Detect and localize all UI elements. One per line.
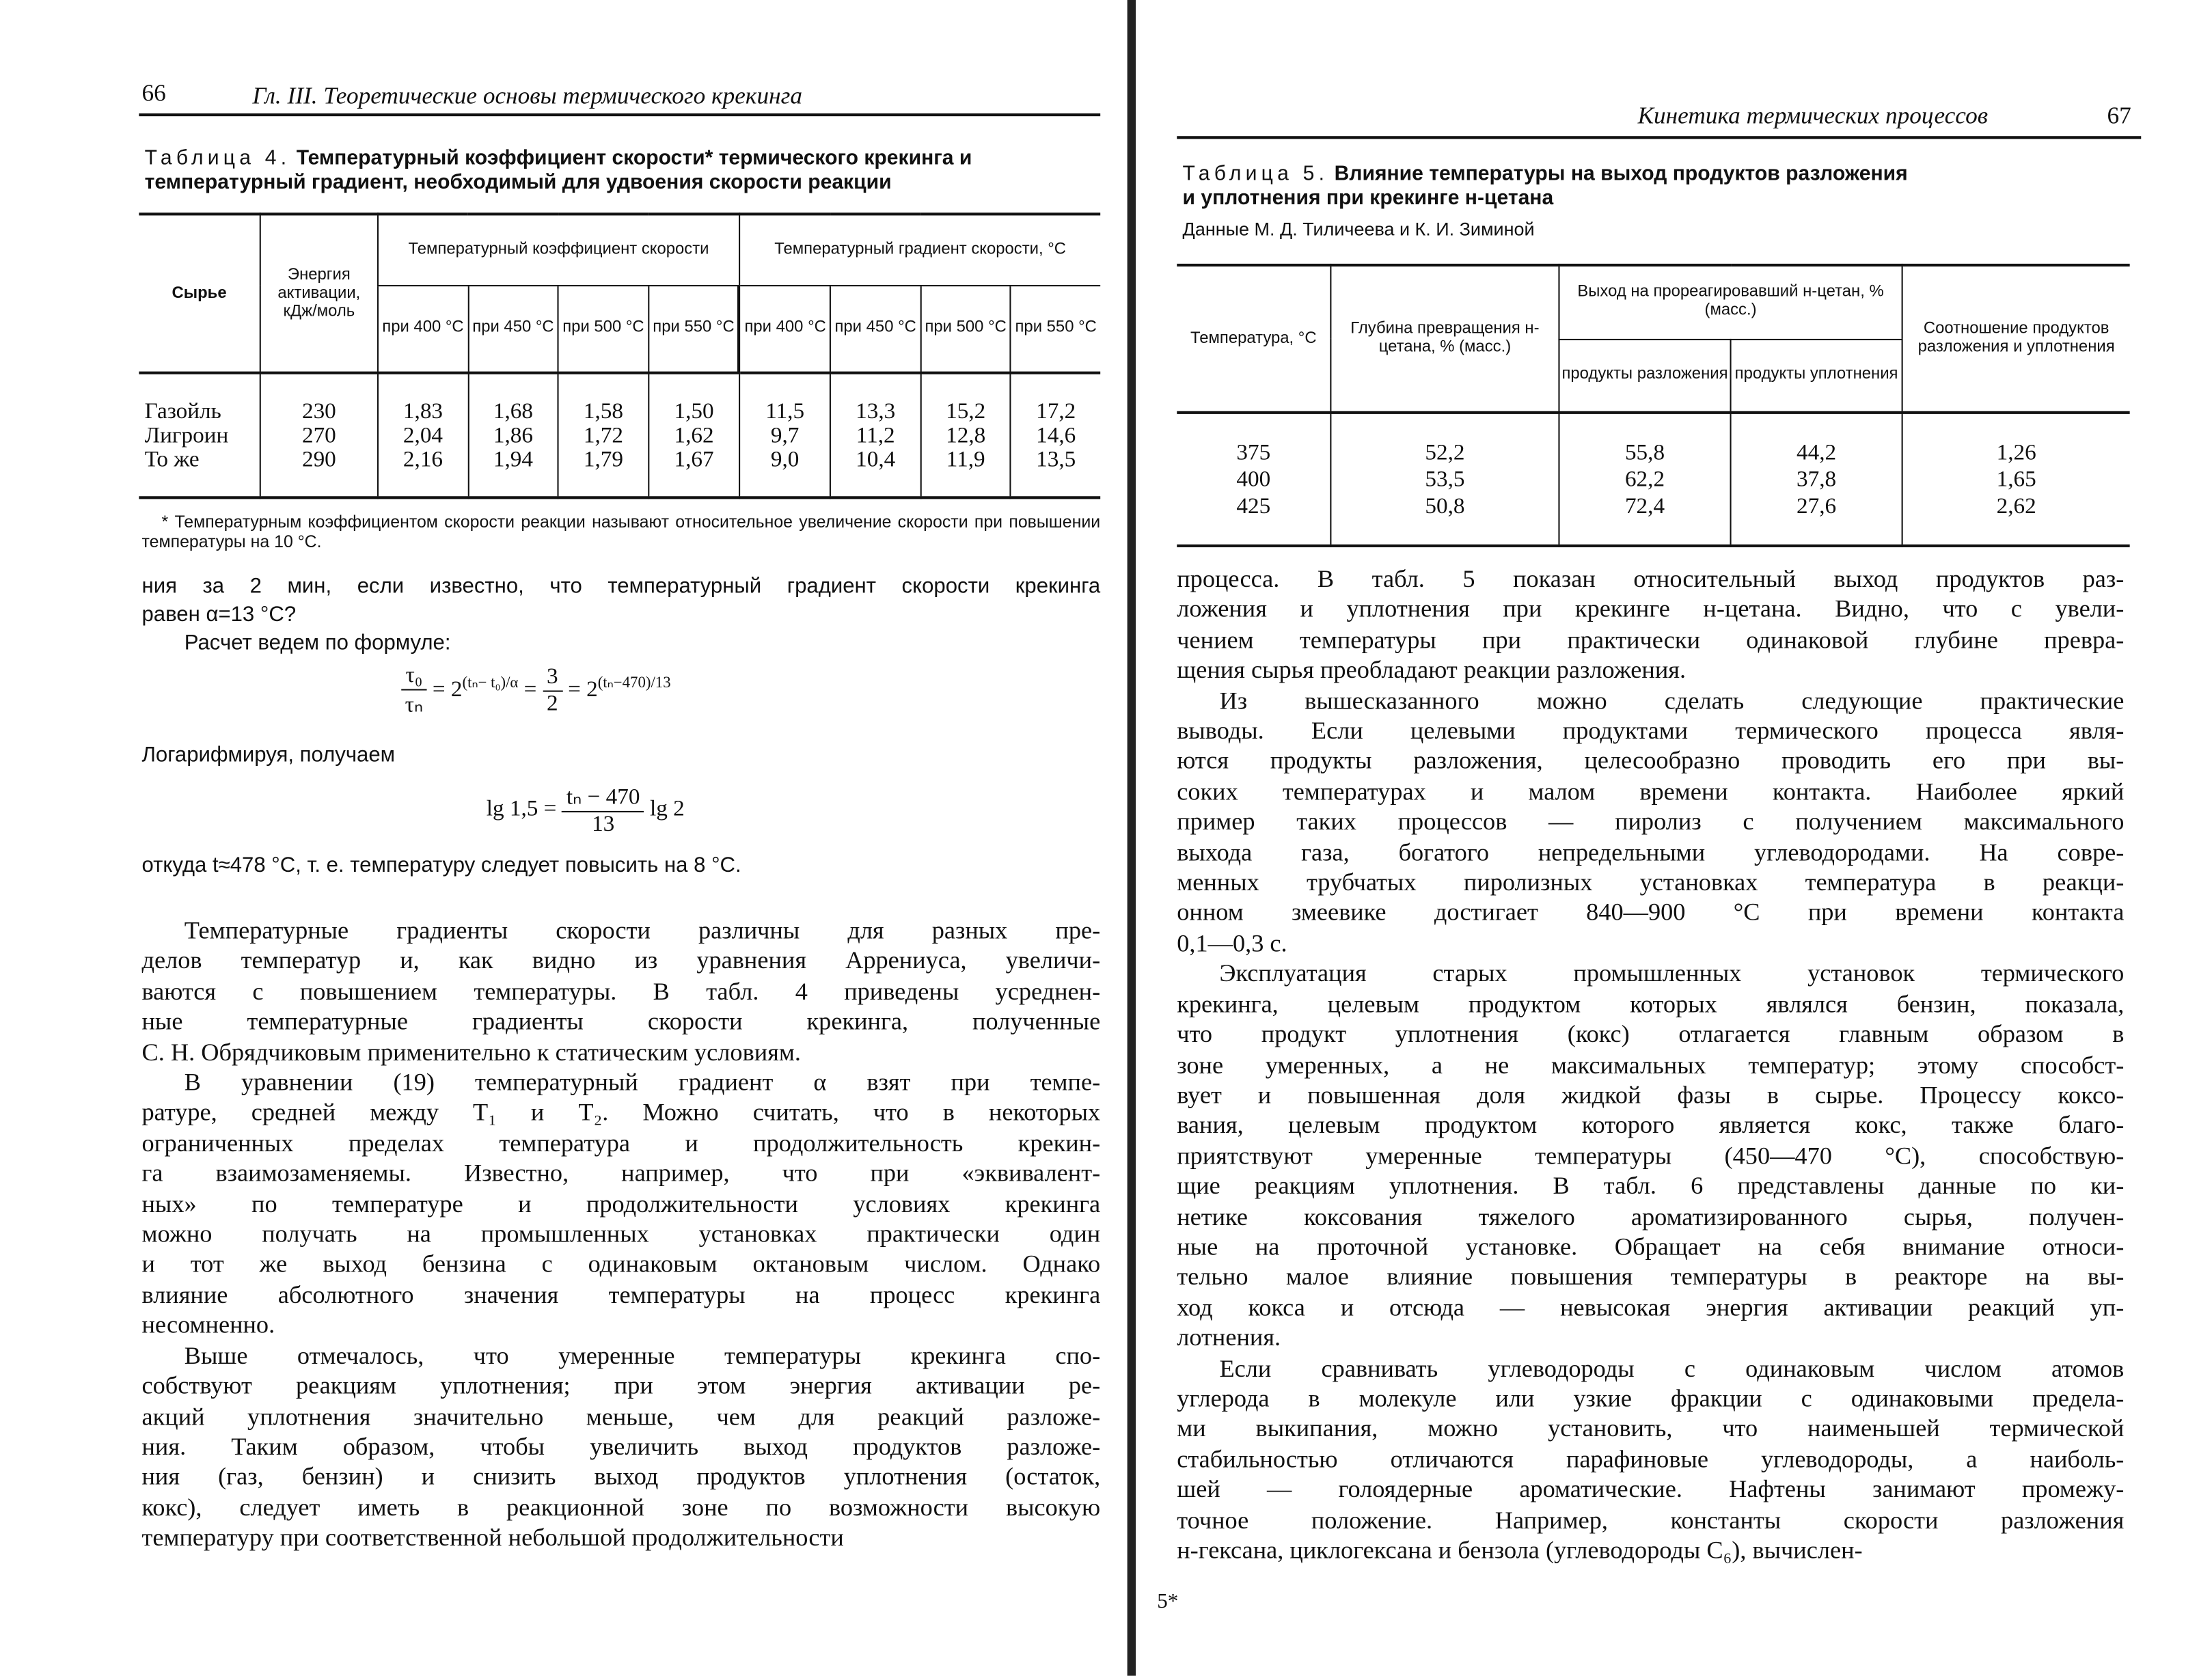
text-line: стабильностью отличаются парафиновые углеводороды, а наиболь-: [1177, 1444, 2125, 1473]
table-cell: 37,8: [1797, 467, 1837, 491]
text-line: пример таких процессов — пиролиз с получением максимального: [1177, 807, 2125, 836]
text-line: тельно малое влияние повышения температуры в реакторе на вы-: [1177, 1262, 2125, 1291]
header-rule: [1177, 136, 2141, 139]
sub-col-header: при 450 °С: [830, 285, 920, 373]
col-grad-values: [739, 373, 830, 498]
text-line: и тот же выход бензина с одинаковым октановым числом. Однако: [141, 1250, 1101, 1278]
text-line: можно получать на промышленных установках практически один: [141, 1219, 1101, 1248]
text-line: В уравнении (19) температурный градиент α взят при темпе-: [184, 1067, 1101, 1097]
table-cell: 72,4: [1624, 494, 1665, 519]
col-coef-values: [378, 373, 468, 498]
text-line: менных трубчатых пиролизных установках температура в реакци-: [1177, 868, 2125, 896]
paragraph: [1177, 686, 2124, 959]
table-cell: 1,94: [493, 447, 534, 471]
paragraph: [142, 1341, 1101, 1553]
table-cell: 15,2: [946, 399, 986, 424]
table4-data: [139, 373, 1100, 498]
sub-col-header: при 550 °С: [1011, 285, 1100, 373]
table5-data: [1177, 413, 2129, 546]
text-line: температуру при соответственной небольшой продолжительности: [141, 1522, 844, 1552]
right-body-text: [1177, 564, 2124, 1566]
formula-part: = 2: [432, 678, 463, 702]
frac-num: 3: [543, 665, 562, 691]
paragraph: [142, 1068, 1101, 1341]
paragraph: [1177, 1354, 2124, 1566]
table-cell: 11,5: [765, 399, 805, 424]
formula-part: lg 1,5 =: [486, 797, 557, 821]
text-line: Выше отмечалось, что умеренные температуры крекинга спо-: [184, 1341, 1101, 1369]
text-line: ния. Таким образом, чтобы увеличить выход продуктов разложе-: [141, 1431, 1101, 1461]
sub-col-header: при 500 °С: [558, 285, 648, 373]
formula-2: [487, 782, 685, 838]
table-cell: 1,79: [583, 447, 623, 471]
text-line: ограниченных пределах температура и продолжительность крекин-: [141, 1128, 1101, 1157]
formula-exponent: (tₙ−470)/13: [597, 674, 671, 692]
text-line: ми выкипания, можно установить, что наименьшей термической: [1177, 1414, 2125, 1443]
table-cell: 9,0: [770, 447, 800, 471]
text-line: Если сравнивать углеводороды с одинаковым числом атомов: [1219, 1353, 2125, 1382]
table-cell: 375: [1236, 440, 1271, 465]
text-line: ных» по температуре и продолжительности условиях крекинга: [141, 1189, 1101, 1218]
table-cell: 270: [301, 423, 336, 448]
text-line: 0,1—0,3 с.: [1177, 928, 1287, 957]
text-line: онном змеевике достигает 840—900 °С при времени контакта: [1177, 898, 2125, 926]
table-cell: 53,5: [1425, 467, 1465, 491]
table-cell: 1,68: [493, 399, 534, 424]
table-cell: Лигроин: [144, 423, 229, 448]
table-cell: 44,2: [1797, 440, 1837, 465]
table-cell: 12,8: [946, 423, 986, 448]
page-number: 67: [2107, 102, 2131, 129]
text-line: га взаимозаменяемы. Известно, например, что при «эквивалент-: [141, 1158, 1101, 1187]
group-grad: Температурный градиент скорости, °С: [739, 214, 1100, 285]
table-cell: 1,67: [674, 447, 714, 471]
text-line: ния за 2 мин, если известно, что температурный градиент скорости крекинга: [141, 574, 1101, 599]
text-line: собствуют реакциям уплотнения; при этом энергия активации ре-: [141, 1371, 1101, 1400]
calc-intro: Расчет ведем по формуле:: [184, 631, 451, 655]
table-cell: 230: [301, 399, 336, 424]
table-cell: 13,3: [856, 399, 896, 424]
formula-exponent: (tₙ− t₀)/α: [462, 674, 519, 692]
table4-label: Таблица 4.: [144, 147, 291, 170]
table-cell: 27,6: [1797, 494, 1837, 519]
table-cell: 1,58: [583, 399, 623, 424]
page-number: 66: [141, 79, 166, 107]
col-decomp-values: [1559, 413, 1730, 546]
table5-caption: [1183, 163, 1920, 212]
table5-label: Таблица 5.: [1182, 163, 1329, 186]
table-cell: 17,2: [1036, 399, 1076, 424]
text-line: зоне умеренных, а не максимальных температур; этому способст-: [1177, 1049, 2125, 1079]
frac-den: τₙ: [405, 693, 424, 717]
table4-title: Температурный коэффициент скорости* термического крекинга и температурный градиент, необходимый для удвоения скорости реакции: [144, 147, 972, 195]
table-cell: 1,72: [583, 423, 623, 448]
text-line: точное положение. Например, константы скорости разложения: [1177, 1505, 2125, 1534]
col-grad-values: [920, 373, 1011, 498]
text-line: ются продукты разложения, целесообразно проводить его при вы-: [1177, 746, 2125, 775]
col-coef-values: [558, 373, 648, 498]
sub-col-header: при 450 °С: [468, 285, 558, 373]
table-cell: Газойль: [144, 399, 221, 424]
table-cell: 2,62: [1996, 494, 2036, 519]
col-energy: Энергия активации, кДж/моль: [260, 214, 378, 372]
table-cell: 55,8: [1624, 440, 1665, 465]
text-line: н-гексана, циклогексана и бензола (углеводороды C₆), вычислен-: [1177, 1535, 1863, 1564]
text-line: нетике коксования тяжелого ароматизированного сырья, получен-: [1177, 1201, 2125, 1231]
table-cell: 1,86: [493, 423, 534, 448]
text-line: крекинга, целевым продуктом которых являлся бензин, показала,: [1177, 989, 2125, 1018]
col-temp-values: [1177, 413, 1330, 546]
frac-num: tₙ − 470: [562, 782, 644, 812]
sub-col-header: при 400 °С: [739, 285, 830, 373]
col-depth: Глубина превращения н-цетана, % (масс.): [1330, 265, 1559, 413]
formula-1: [401, 663, 670, 719]
text-line: щие реакциям уплотнения. В табл. 6 представлены данные по ки-: [1177, 1171, 2125, 1200]
table-cell: 9,7: [770, 423, 800, 448]
table5: [1177, 264, 2129, 547]
table-cell: 1,26: [1996, 440, 2036, 465]
task-text: [142, 573, 1101, 658]
text-line: акций уплотнения значительно меньше, чем для реакций разложе-: [141, 1401, 1101, 1430]
group-coef: Температурный коэффициент скорости: [378, 214, 739, 285]
group-yield: Выход на прореагировавший н-цетан, % (масс.): [1559, 265, 1902, 339]
running-head: Кинетика термических процессов: [1637, 102, 1989, 129]
table-cell: 425: [1236, 494, 1271, 519]
sub-col-header: при 400 °С: [378, 285, 468, 373]
table-cell: 1,65: [1996, 467, 2036, 491]
table4-footnote: * Температурным коэффициентом скорости реакции называют относительное увеличение скорости при повышении температуры на 10 °С.: [141, 512, 1101, 552]
table-cell: 1,83: [402, 399, 443, 424]
text-line: Температурные градиенты скорости различны для разных пре-: [184, 916, 1101, 944]
result-line: откуда t≈478 °С, т. е. температуру следует повысить на 8 °С.: [141, 853, 741, 878]
table-cell: 14,6: [1036, 423, 1076, 448]
col-energy-values: [260, 373, 378, 498]
text-line: ложения и уплотнения при крекинге н-цетана. Видно, что с увели-: [1177, 594, 2125, 623]
table5-source: Данные М. Д. Тиличеева и К. И. Зиминой: [1182, 218, 1535, 240]
paragraph: [1177, 564, 2124, 686]
table4: [139, 212, 1100, 499]
text-line: лотнения.: [1177, 1323, 1281, 1351]
text-line: ваются с повышением температуры. В табл. 4 приведены усреднен-: [141, 976, 1101, 1005]
table-cell: 2,04: [402, 423, 443, 448]
text-line: Из вышесказанного можно сделать следующие практические: [1219, 685, 2125, 715]
col-depth-values: [1330, 413, 1559, 546]
text-line: выводы. Если целевыми продуктами термического процесса явля-: [1177, 715, 2125, 745]
text-line: соких температурах и малом времени контакта. Наиболее яркий: [1177, 776, 2125, 806]
col-grad-values: [1011, 373, 1100, 498]
frac-den: 2: [546, 691, 558, 716]
text-line: углерода в молекуле или узкие фракции с одинаковыми предела-: [1177, 1384, 2125, 1412]
text-line: вует и повышенная доля жидкой фазы в сырье. Процессу коксо-: [1177, 1080, 2125, 1109]
table-cell: 2,16: [402, 447, 443, 471]
table-cell: 290: [301, 447, 336, 471]
text-line: несомненно.: [141, 1310, 275, 1339]
frac-den: 13: [592, 812, 615, 837]
text-line: шей — голоядерные ароматические. Нафтены занимают промежу-: [1177, 1474, 2125, 1503]
paragraph: [1177, 959, 2124, 1353]
log-intro: Логарифмируя, получаем: [141, 743, 396, 767]
text-line: что продукт уплотнения (кокс) отлагается главным образом в: [1177, 1019, 2125, 1048]
table-cell: 62,2: [1624, 467, 1665, 491]
paragraph: [142, 916, 1101, 1067]
col-raw: Сырье: [172, 284, 227, 301]
table-cell: 10,4: [856, 447, 896, 471]
col-grad-values: [830, 373, 920, 498]
col-ratio-values: [1902, 413, 2130, 546]
text-line: ход кокса и отсюда — невысокая энергия активации реакций уп-: [1177, 1292, 2125, 1321]
table-cell: 52,2: [1425, 440, 1465, 465]
col-coef-values: [648, 373, 739, 498]
col-ratio: Соотношение продуктов разложения и уплотнения: [1902, 265, 2130, 413]
text-line: делов температур и, как видно из уравнения Аррениуса, увеличи-: [141, 946, 1101, 975]
sub-col-header: при 500 °С: [920, 285, 1011, 373]
signature-mark: 5*: [1157, 1591, 1179, 1614]
table-cell: 11,2: [856, 423, 895, 448]
col-raw-values: [139, 373, 260, 498]
table4-caption: [145, 148, 1101, 196]
text-line: ные температурные градиенты скорости крекинга, полученные: [141, 1006, 1101, 1036]
table5-title: Влияние температуры на выход продуктов разложения и уплотнения при крекинге н-цетана: [1182, 163, 1908, 210]
text-line: ные на проточной установке. Обращает на себя внимание относи-: [1177, 1232, 2125, 1261]
text-line: кокс), следует иметь в реакционной зоне по возможности высокую: [141, 1492, 1101, 1521]
table-cell: 1,62: [674, 423, 714, 448]
frac-num: τ₀: [401, 663, 426, 690]
col-decomp: продукты разложения: [1559, 339, 1730, 413]
table-cell: 50,8: [1425, 494, 1465, 519]
text-line: приятствуют умеренные температуры (450—470 °С), способствую-: [1177, 1140, 2125, 1170]
table-cell: То же: [144, 447, 200, 471]
table-cell: 13,5: [1036, 447, 1076, 471]
col-coef-values: [468, 373, 558, 498]
sub-col-header: при 550 °С: [648, 285, 739, 373]
table-cell: 11,9: [946, 447, 985, 471]
text-line: выхода газа, богатого непредельными углеводородами. На совре-: [1177, 837, 2125, 866]
col-cond: продукты уплотнения: [1731, 339, 1902, 413]
book-spine: [1128, 0, 1136, 1676]
table-cell: 1,50: [674, 399, 714, 424]
text-line: влияние абсолютного значения температуры на процесс крекинга: [141, 1280, 1101, 1308]
text-line: процесса. В табл. 5 показан относительный выход продуктов раз-: [1177, 564, 2125, 593]
text-line: С. Н. Обрядчиковым применительно к статическим условиям.: [141, 1037, 801, 1066]
text-line: вания, целевым продуктом которого является кокс, также благо-: [1177, 1110, 2125, 1139]
header-rule: [139, 113, 1100, 116]
formula-part: = 2: [568, 678, 598, 702]
text-line: равен α=13 °С?: [141, 602, 297, 627]
text-line: ния (газ, бензин) и снизить выход продуктов уплотнения (остаток,: [141, 1461, 1101, 1491]
text-line: ратуре, средней между T₁ и T₂. Можно считать, что в некоторых: [141, 1097, 1101, 1127]
formula-part: lg 2: [649, 797, 685, 821]
text-line: щения сырья преобладают реакции разложения.: [1177, 655, 1687, 684]
col-cond-values: [1731, 413, 1902, 546]
table-cell: 400: [1236, 467, 1271, 491]
running-head: Гл. III. Теоретические основы термического крекинга: [252, 82, 802, 109]
text-line: Эксплуатация старых промышленных установок термического: [1219, 959, 2125, 987]
text-line: чением температуры при практически одинаковой глубине превра-: [1177, 624, 2125, 654]
col-temp: Температура, °С: [1190, 329, 1317, 347]
formula-part: =: [523, 678, 537, 702]
left-body-text: [142, 916, 1101, 1553]
